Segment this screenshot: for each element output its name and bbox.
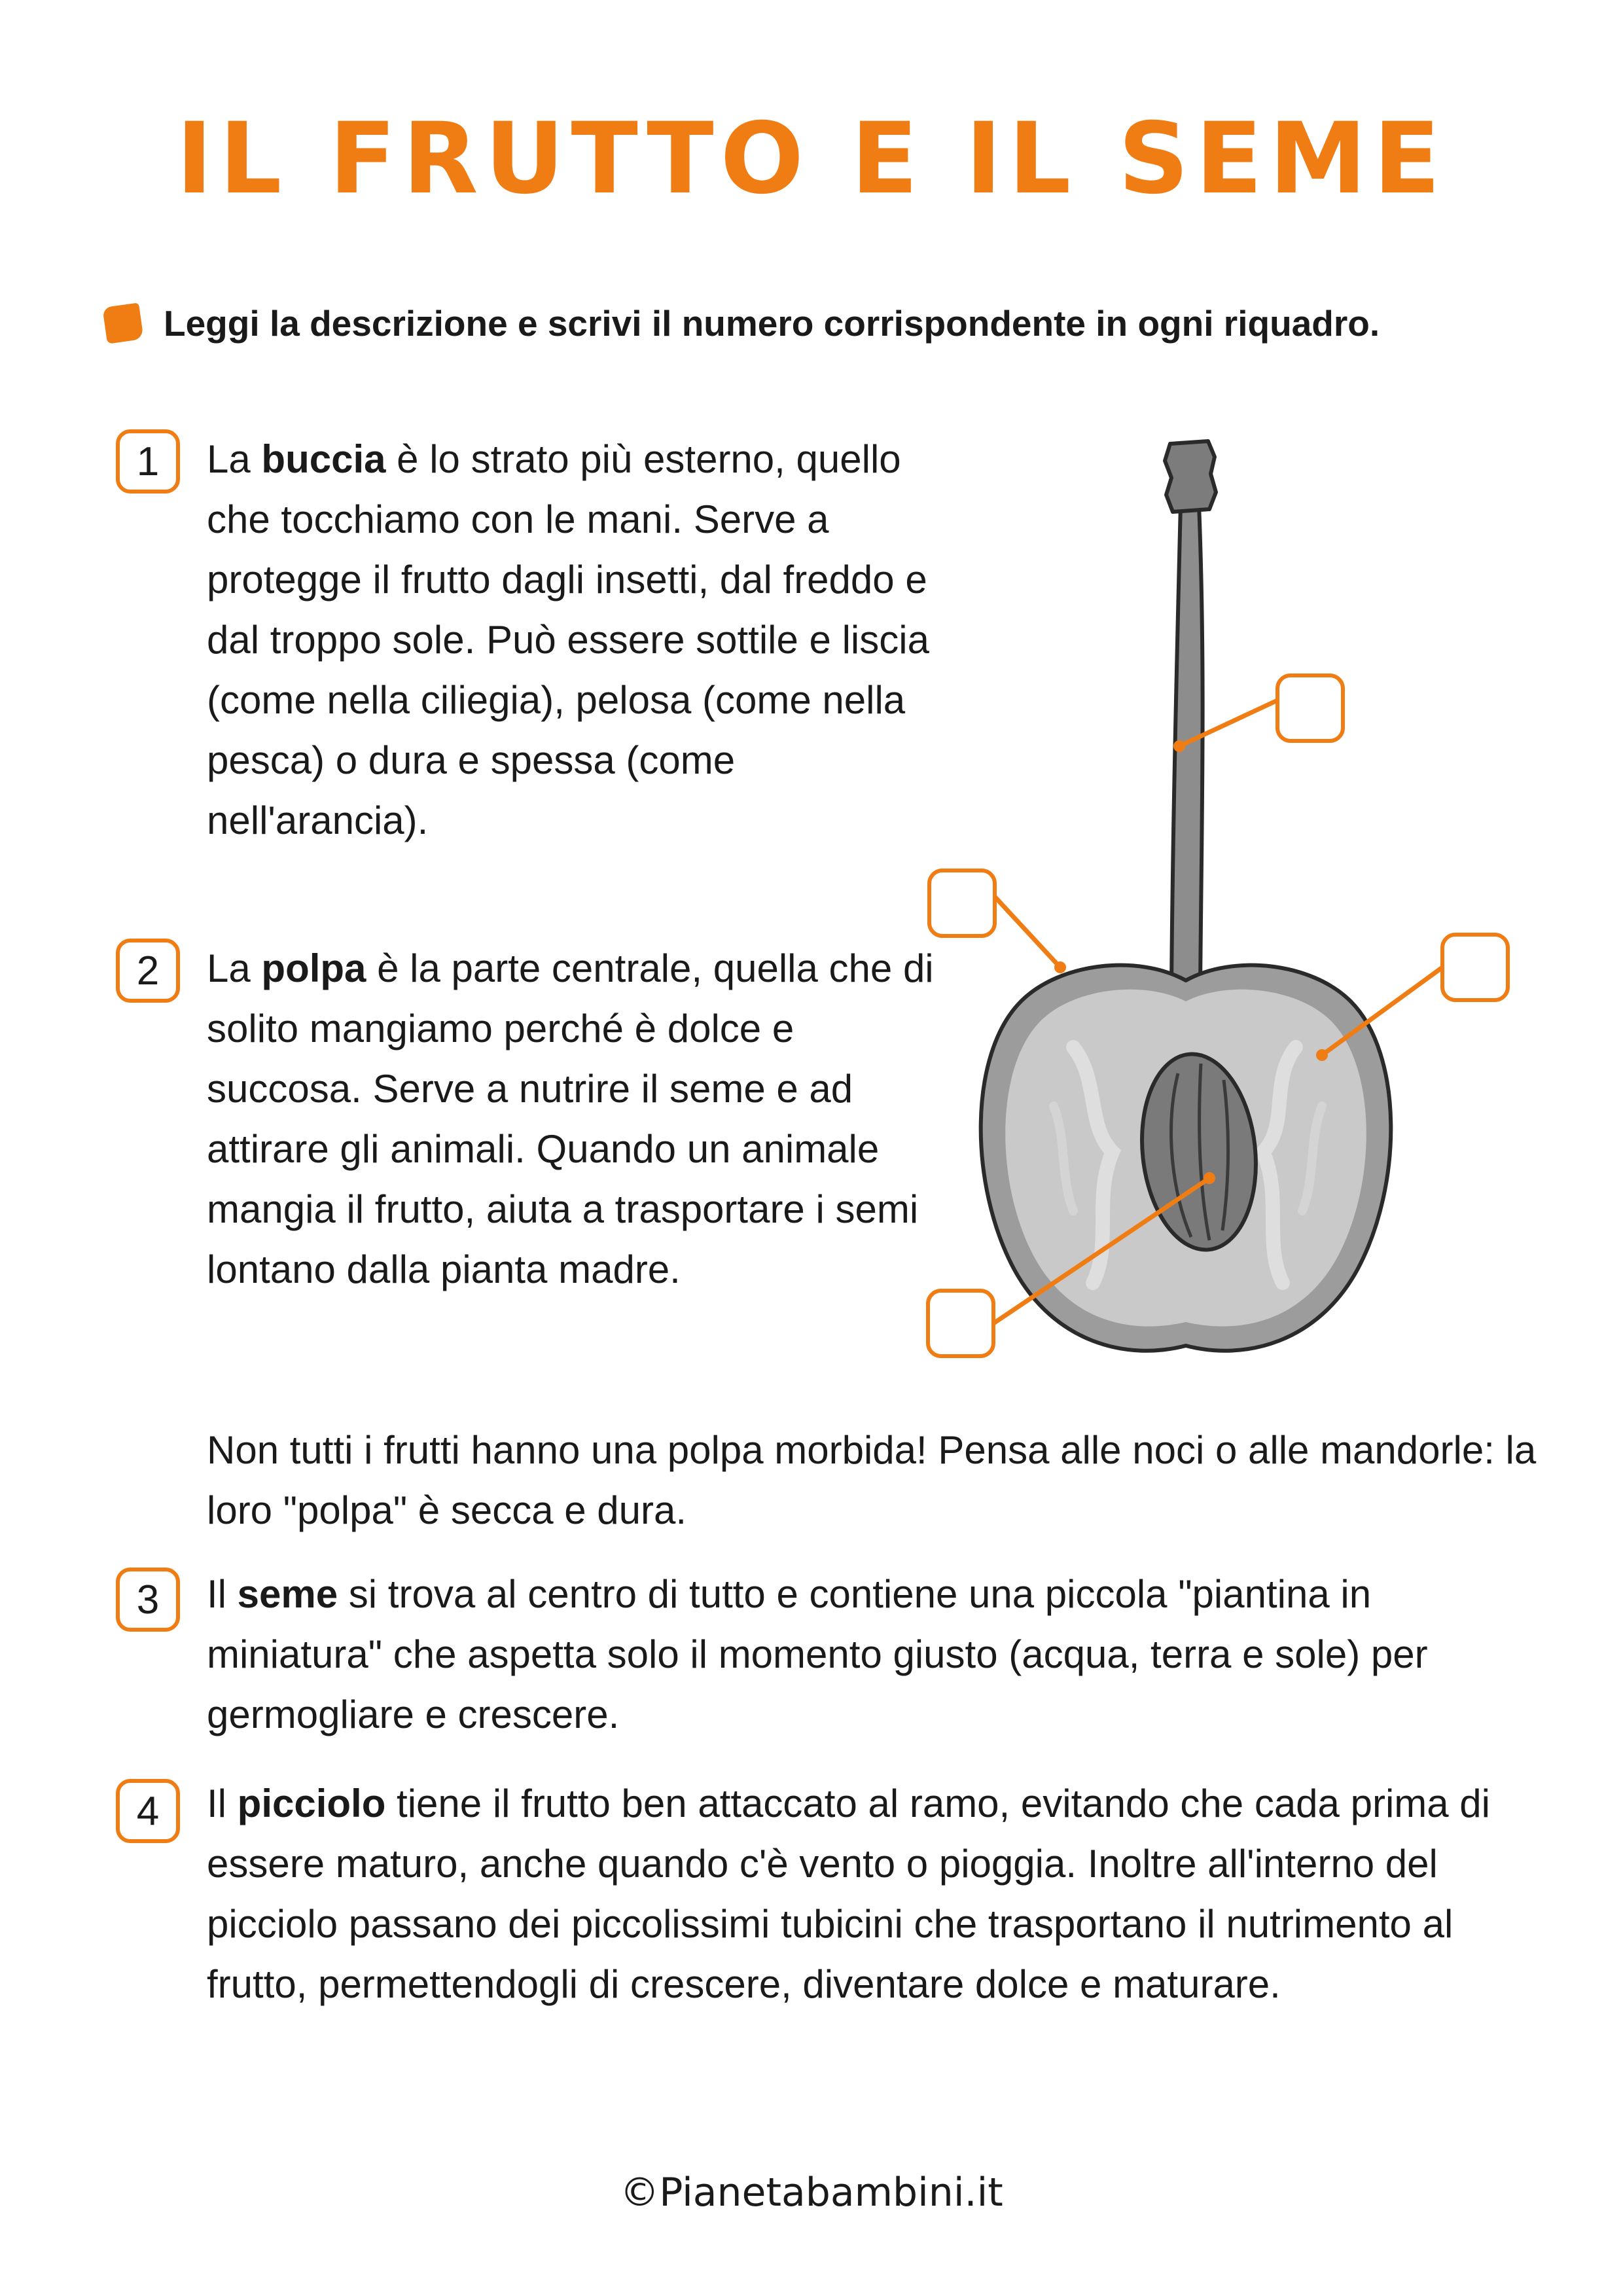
page-title: IL FRUTTO E IL SEME [176,102,1447,216]
footer-credit: ©Pianetabambini.it [620,2170,1003,2215]
item-number-1: 1 [116,429,180,493]
stem-tip-illustration [1165,441,1216,512]
term-buccia: buccia [261,437,386,481]
term-picciolo: picciolo [237,1782,386,1825]
instruction-text: Leggi la descrizione e scrivi il numero corrispondente in ogni riquadro. [164,303,1380,344]
description-picciolo: Il picciolo tiene il frutto ben attaccato al ramo, evitando che cada prima di essere maturo, anche quando c'è vento o pioggia. Inoltre all'interno del picciolo passano dei piccolissimi tubicini che trasportano il nutrimento al frutto, permettendogli di crescere, diventare dolce e maturare. [207,1782,1490,2006]
description-polpa: La polpa è la parte centrale, quella che di solito mangiamo perché è dolce e succosa. Serve a nutrire il seme e ad attirare gli animali. Quando un animale mangia il frutto, aiuta a trasportare i semi lontano dalla pianta madre. [207,946,934,1291]
item-number-2: 2 [116,939,180,1003]
term-seme: seme [237,1572,338,1616]
description-polpa-note: Non tutti i frutti hanno una polpa morbida! Pensa alle noci o alle mandorle: la loro "polpa" è secca e dura. [207,1428,1537,1532]
instruction-bullet-icon [102,302,143,344]
item-number-3: 3 [116,1568,180,1632]
flesh-label-box [1442,935,1508,1000]
description-buccia: La buccia è lo strato più esterno, quello che tocchiamo con le mani. Serve a protegge il frutto dagli insetti, dal freddo e dal troppo sole. Può essere sottile e liscia (come nella ciliegia), pelosa (come nella pesca) o dura e spessa (come nell'arancia). [207,437,929,842]
skin-label-box [929,870,995,936]
seed-label-box [928,1291,993,1356]
item-number-4: 4 [116,1779,180,1843]
stem-label-box [1277,675,1343,741]
cherry-diagram [903,419,1544,1374]
term-polpa: polpa [261,946,366,990]
description-seme: Il seme si trova al centro di tutto e contiene una piccola "piantina in miniatura" che aspetta solo il momento giusto (acqua, terra e sole) per germogliare e crescere. [207,1572,1428,1736]
